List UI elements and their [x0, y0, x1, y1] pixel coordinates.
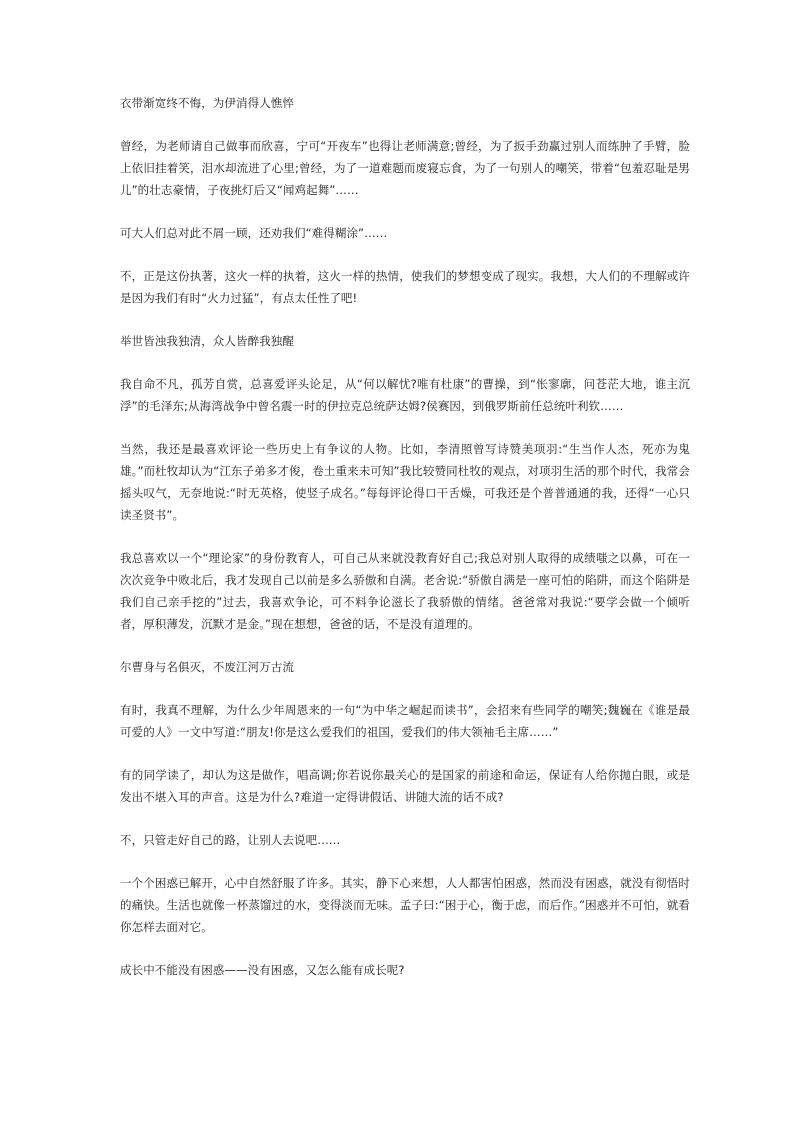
section-heading-1: 衣带渐宽终不悔，为伊消得人憔悴	[120, 96, 294, 110]
paragraph-7: 有时，我真不理解，为什么少年周恩来的一句“为中华之崛起而读书”，会招来有些同学的嘲笑;魏巍在《谁是最可爱的人》一文中写道:“朋友!你是这么爱我们的祖国，爱我们的伟大领袖毛主席……”	[120, 703, 690, 739]
paragraph-10: 一个个困惑已解开，心中自然舒服了许多。其实，静下心来想，人人都害怕困惑，然而没有困惑，就没有彻悟时的痛快。生活也就像一杯蒸馏过的水，变得淡而无味。孟子曰:“困于心，衡于虑，而后作。”困惑并不可怕，就看你怎样去面对它。	[120, 876, 690, 934]
paragraph-4: 我自命不凡，孤芳自赏，总喜爱评头论足，从“何以解忧?唯有杜康”的曹操，到“怅寥廓，问苍茫大地，谁主沉浮”的毛泽东;从海湾战争中曾名震一时的伊拉克总统萨达姆?侯赛因，到俄罗斯前任总统叶利钦……	[120, 377, 690, 413]
paragraph-9: 不，只管走好自己的路，让别人去说吧……	[120, 833, 341, 847]
paragraph-8: 有的同学读了，却认为这是做作，唱高调;你若说你最关心的是国家的前途和命运，保证有人给你抛白眼，或是发出不堪入耳的声音。这是为什么?难道一定得讲假话、讲随大流的话不成?	[120, 768, 690, 804]
document-page	[120, 92, 690, 1002]
paragraph-2: 可大人们总对此不屑一顾，还劝我们“难得糊涂”……	[120, 226, 388, 240]
section-heading-2: 举世皆浊我独清，众人皆醉我独醒	[120, 334, 294, 348]
paragraph-3: 不，正是这份执著，这火一样的执着，这火一样的热情，使我们的梦想变成了现实。我想，大人们的不理解或许是因为我们有时“火力过猛”，有点太任性了吧!	[120, 269, 690, 305]
paragraph-5: 当然，我还是最喜欢评论一些历史上有争议的人物。比如，李清照曾写诗赞美项羽:“生当作人杰，死亦为鬼雄。”而杜牧却认为“江东子弟多才俊，卷土重来未可知”我比较赞同杜牧的观点，对项羽生活的那个时代，我常会摇头叹气，无奈地说:“时无英格，使竖子成名。”每每评论得口干舌燥，可我还是个普普通通的我，还得“一心只读圣贤书”。	[120, 442, 690, 522]
section-heading-3: 尔曹身与名俱灭，不废江河万古流	[120, 660, 294, 674]
paragraph-11: 成长中不能没有困惑——没有困惑，又怎么能有成长呢?	[120, 963, 405, 977]
paragraph-1: 曾经，为老师请自己做事而欣喜，宁可“开夜车”也得让老师满意;曾经，为了扳手劲赢过别人而练肿了手臂，脸上依旧挂着笑，泪水却流进了心里;曾经，为了一道难题而废寝忘食，为了一句别人的嘲笑，带着“包羞忍耻是男儿”的壮志豪情，子夜挑灯后又“闻鸡起舞”……	[120, 139, 690, 197]
paragraph-6: 我总喜欢以一个“理论家”的身份教育人，可自己从来就没教育好自己;我总对别人取得的成绩嗤之以鼻，可在一次次竞争中败北后，我才发现自己以前是多么骄傲和自满。老舍说:“骄傲自满是一座可怕的陷阱，而这个陷阱是我们自己亲手挖的”过去，我喜欢争论，可不料争论滋长了我骄傲的情绪。爸爸常对我说:“要学会做一个倾听者，厚积薄发，沉默才是金。”现在想想，爸爸的话，不是没有道理的。	[120, 551, 690, 631]
